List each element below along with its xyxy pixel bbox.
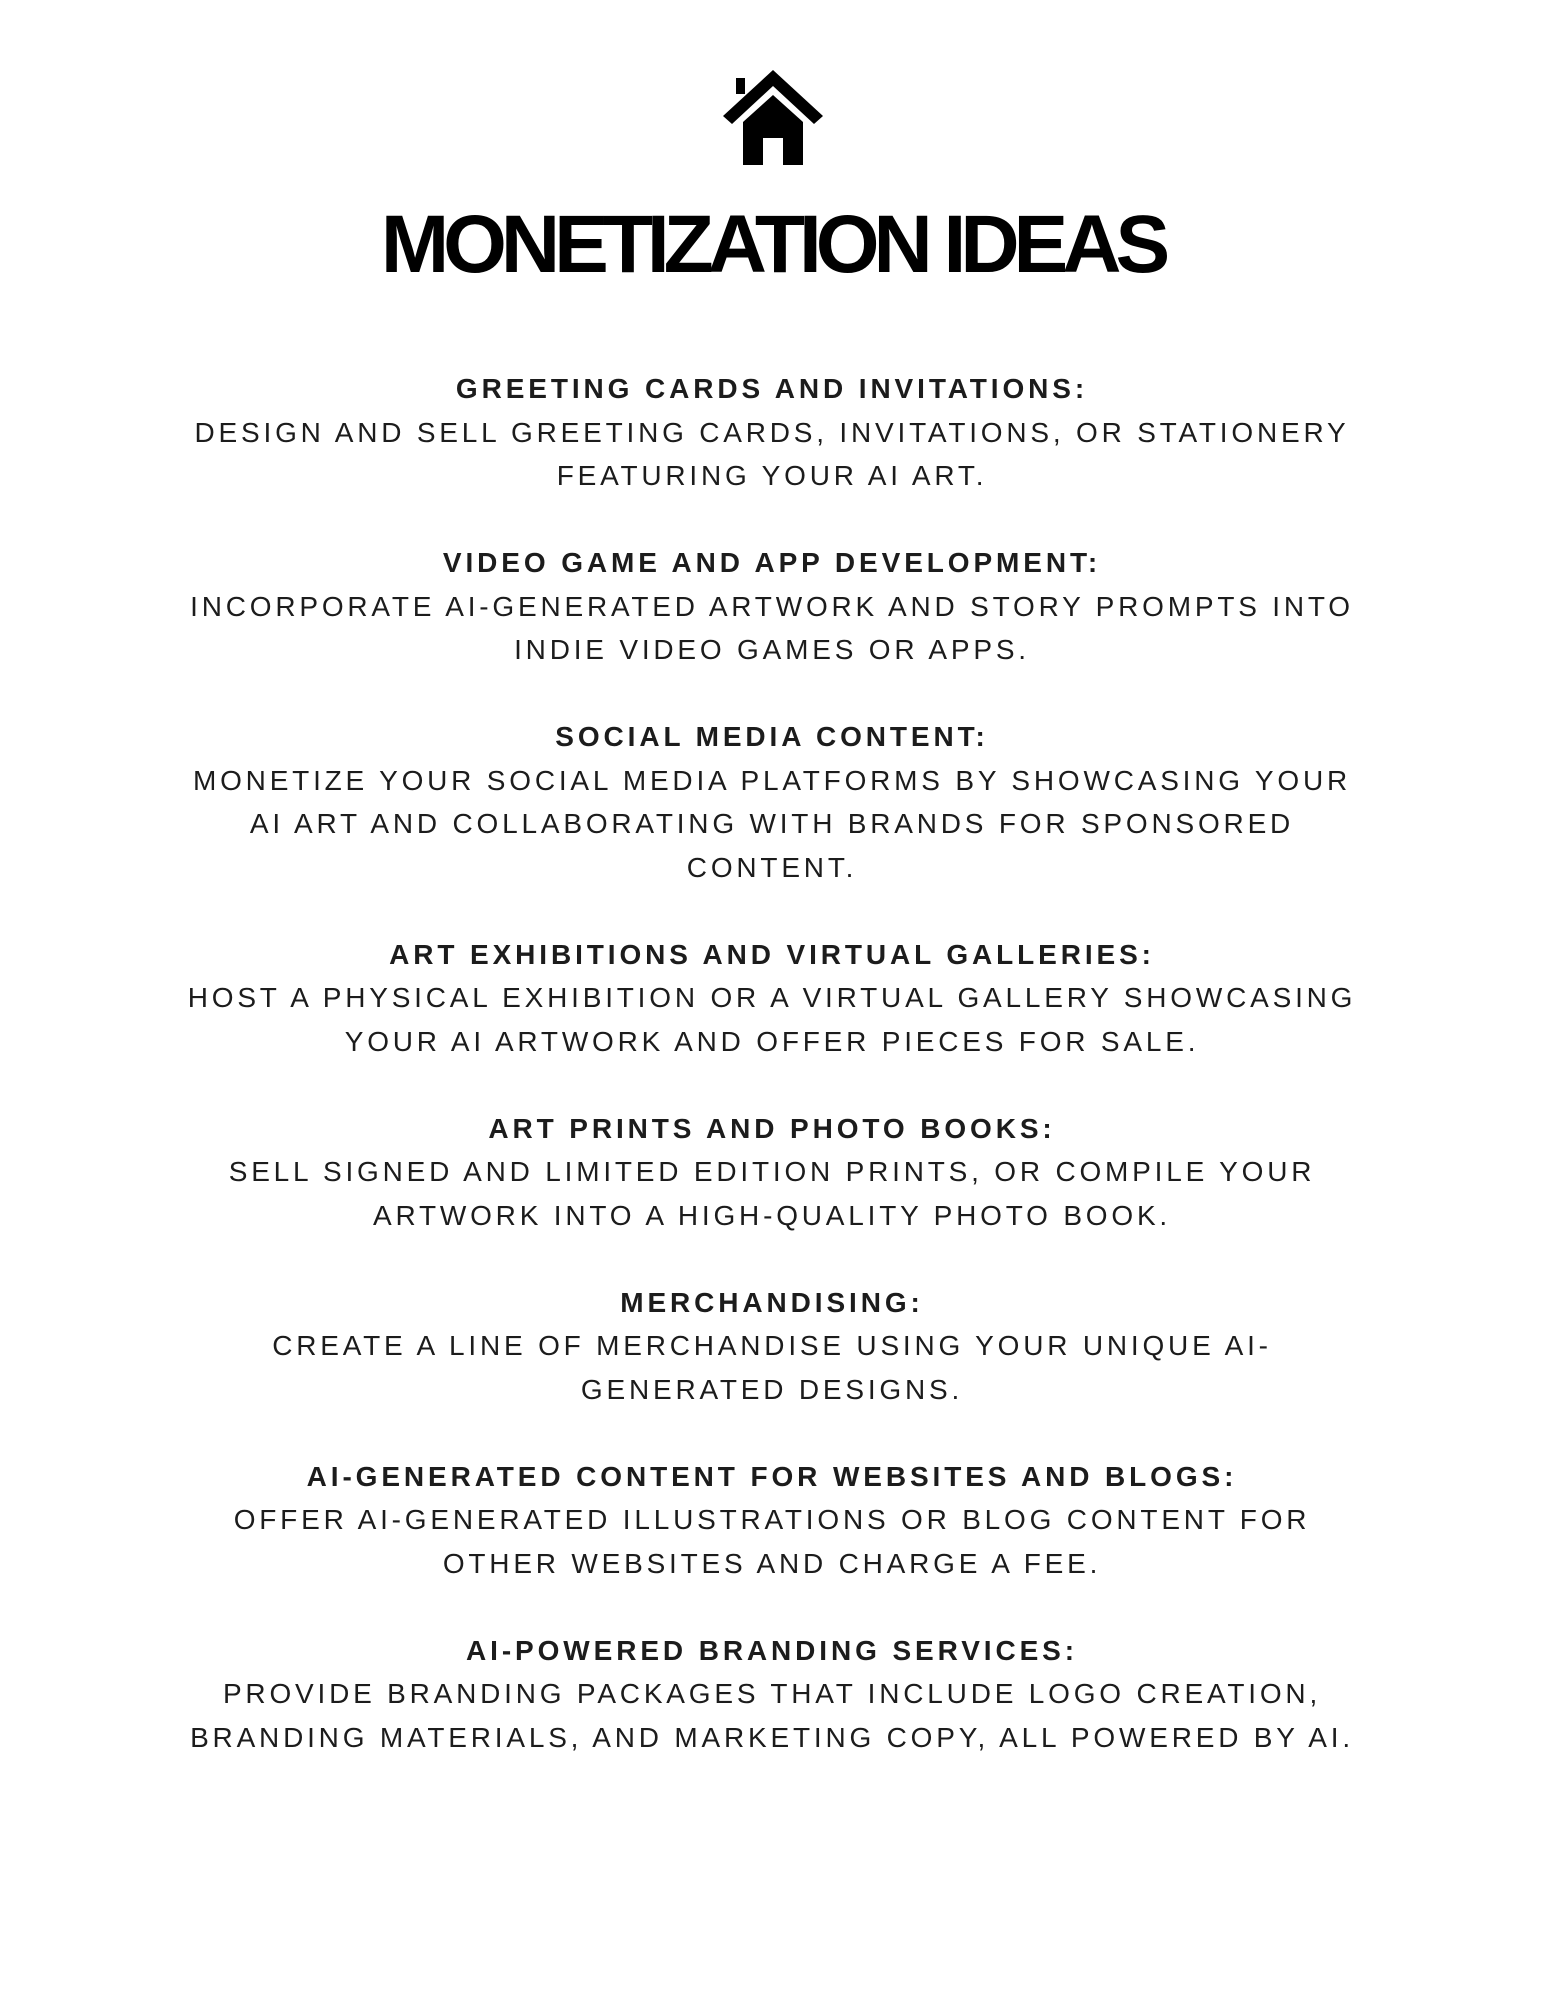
idea-description-line: ARTWORK INTO A HIGH-QUALITY PHOTO BOOK. bbox=[372, 1199, 1172, 1231]
idea-item bbox=[172, 367, 1372, 498]
idea-description-line: CONTENT. bbox=[686, 851, 858, 883]
idea-description-line: SELL SIGNED AND LIMITED EDITION PRINTS, OR COMPILE YOUR bbox=[228, 1156, 1316, 1187]
idea-item bbox=[172, 541, 1372, 672]
idea-description-line: OTHER WEBSITES AND CHARGE A FEE. bbox=[442, 1547, 1102, 1579]
idea-description-line: YOUR AI ARTWORK AND OFFER PIECES FOR SALE. bbox=[344, 1025, 1200, 1057]
idea-item bbox=[172, 1281, 1372, 1412]
idea-item bbox=[172, 933, 1372, 1064]
idea-description-line: DESIGN AND SELL GREETING CARDS, INVITATIONS, OR STATIONERY bbox=[194, 416, 1350, 448]
idea-heading: AI-GENERATED CONTENT FOR WEBSITES AND BLOGS: bbox=[306, 1460, 1238, 1492]
idea-heading: SOCIAL MEDIA CONTENT: bbox=[555, 721, 989, 752]
page-title: MONETIZATION IDEAS bbox=[380, 199, 1165, 290]
idea-description-line: PROVIDE BRANDING PACKAGES THAT INCLUDE LOGO CREATION, bbox=[222, 1678, 1322, 1709]
idea-heading: AI-POWERED BRANDING SERVICES: bbox=[466, 1634, 1078, 1666]
idea-description-line: FEATURING YOUR AI ART. bbox=[556, 460, 988, 491]
idea-item bbox=[172, 1455, 1372, 1586]
idea-item bbox=[172, 1107, 1372, 1238]
ideas-list bbox=[172, 367, 1372, 1803]
idea-description-line: HOST A PHYSICAL EXHIBITION OR A VIRTUAL GALLERY SHOWCASING bbox=[187, 982, 1357, 1013]
idea-item bbox=[172, 715, 1372, 889]
idea-heading: VIDEO GAME AND APP DEVELOPMENT: bbox=[442, 547, 1102, 578]
idea-description-line: MONETIZE YOUR SOCIAL MEDIA PLATFORMS BY SHOWCASING YOUR bbox=[192, 764, 1352, 796]
idea-description-line: INCORPORATE AI-GENERATED ARTWORK AND STORY PROMPTS INTO bbox=[190, 590, 1354, 622]
idea-description-line: OFFER AI-GENERATED ILLUSTRATIONS OR BLOG CONTENT FOR bbox=[233, 1504, 1311, 1535]
idea-heading: ART EXHIBITIONS AND VIRTUAL GALLERIES: bbox=[389, 938, 1155, 970]
idea-description-line: GENERATED DESIGNS. bbox=[580, 1373, 964, 1405]
house-icon bbox=[723, 70, 823, 170]
idea-heading: ART PRINTS AND PHOTO BOOKS: bbox=[488, 1112, 1056, 1144]
idea-description-line: AI ART AND COLLABORATING WITH BRANDS FOR SPONSORED bbox=[249, 808, 1295, 839]
idea-description-line: INDIE VIDEO GAMES OR APPS. bbox=[514, 634, 1030, 665]
idea-heading: MERCHANDISING: bbox=[620, 1286, 924, 1318]
idea-description-line: BRANDING MATERIALS, AND MARKETING COPY, ALL POWERED BY AI. bbox=[190, 1721, 1354, 1753]
idea-description-line: CREATE A LINE OF MERCHANDISE USING YOUR UNIQUE AI- bbox=[272, 1330, 1272, 1361]
idea-heading: GREETING CARDS AND INVITATIONS: bbox=[455, 373, 1089, 404]
idea-item bbox=[172, 1629, 1372, 1760]
